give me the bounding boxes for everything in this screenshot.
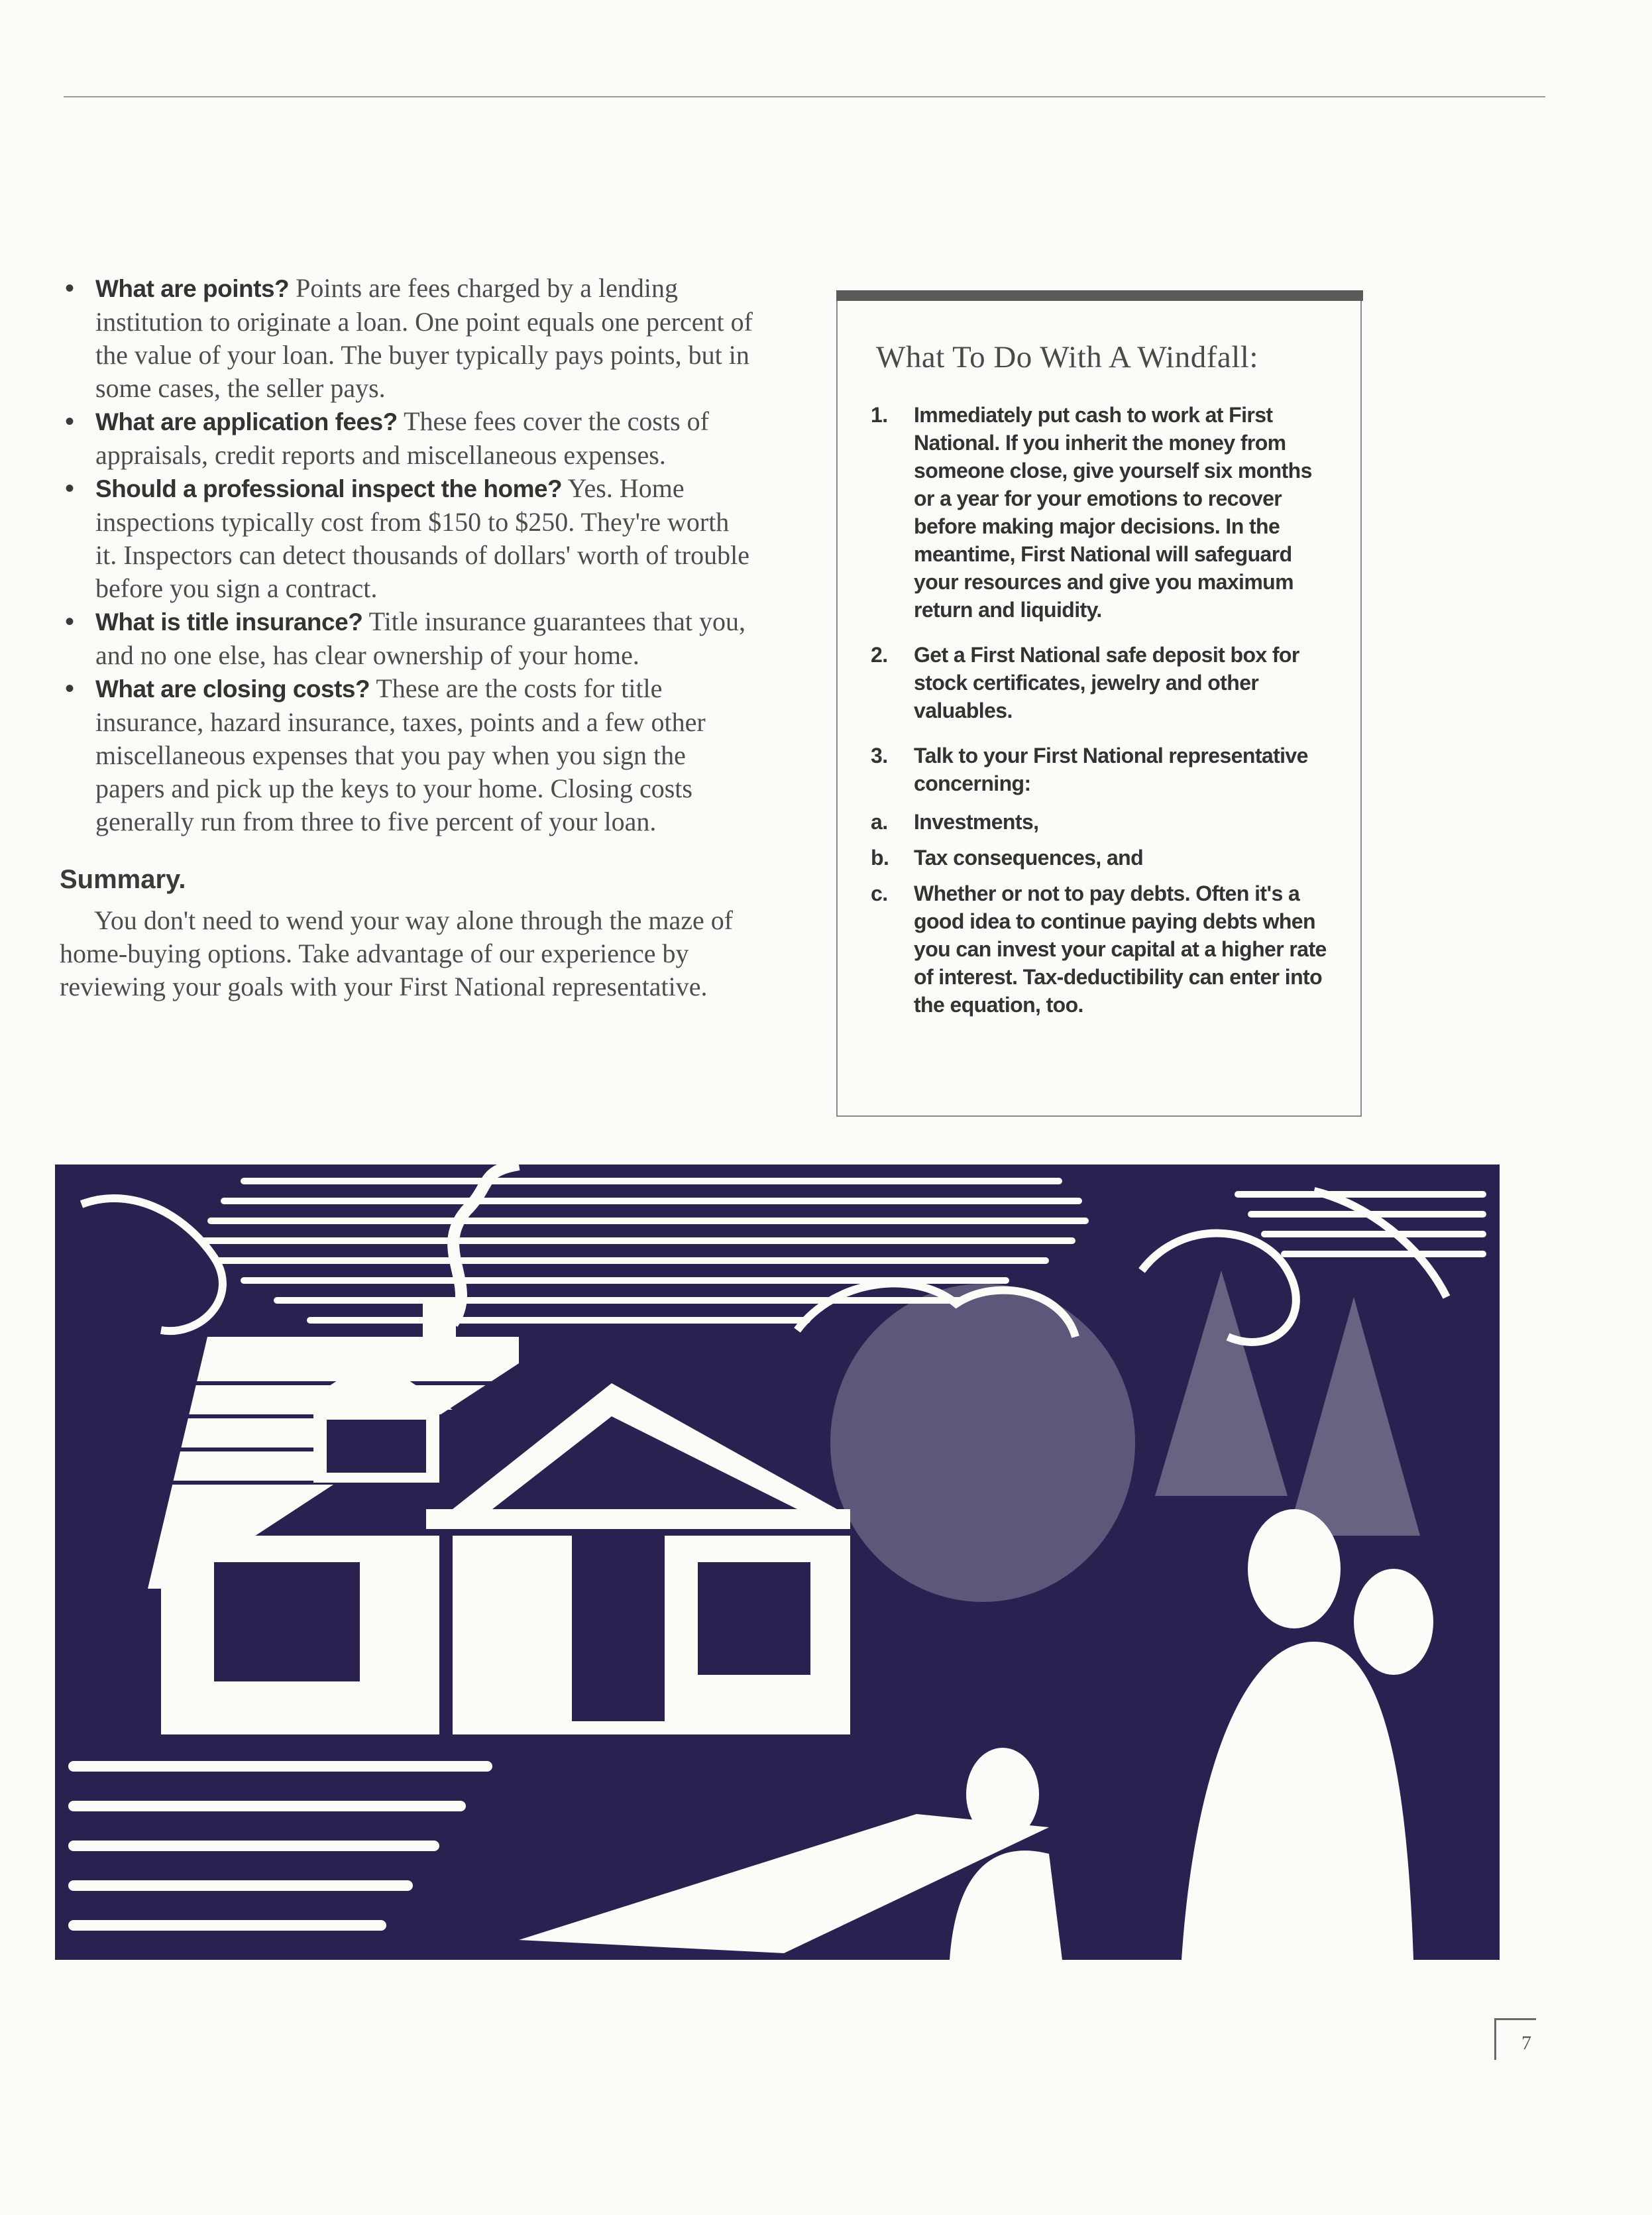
windfall-subitem [871,880,1335,1019]
faq-item [60,605,755,672]
faq-item [60,405,755,472]
item-marker: b. [871,846,889,870]
bullet-icon: • [65,474,75,503]
left-column [60,272,755,1003]
faq-question: What are points? [95,275,290,302]
faq-answer: These fees cover the costs of appraisals, credit reports and miscellaneous expenses. [95,406,709,470]
faq-answer: Points are fees charged by a lending institution to originate a loan. One point equals one percent of the value of your loan. The buyer typically pays points, but in some cases, the seller pays. [95,273,753,403]
windfall-item [871,401,1335,624]
bullet-icon: • [65,607,75,636]
windfall-subitem [871,808,1335,836]
sidebar-title: What To Do With A Windfall: [876,340,1258,374]
woodcut-house-illustration [55,1164,1500,1960]
windfall-sidebar [836,292,1362,1117]
faq-item [60,672,755,838]
faq-question: What is title insurance? [95,608,363,636]
item-text: Immediately put cash to work at First National. If you inherit the money from someone close, give yourself six months or a year for your emotions to recover before making major decisions. In the meantime, First National will safeguard your resources and give you maximum return and liquidity. [914,403,1312,622]
item-marker: c. [871,881,888,905]
item-text: Get a First National safe deposit box for stock certificates, jewelry and other valuables. [914,643,1299,722]
bullet-icon: • [65,674,75,703]
sidebar-top-bar [836,290,1363,301]
faq-answer: Yes. Home inspections typically cost from $150 to $250. They're worth it. Inspectors can detect thousands of dollars' worth of trouble before you sign a contract. [95,473,749,603]
windfall-item [871,641,1335,724]
top-rule [64,96,1545,97]
item-marker: a. [871,810,888,834]
faq-answer: These are the costs for title insurance, hazard insurance, taxes, points and a few other miscellaneous expenses that you pay when you sign the papers and pick up the keys to your home. Closing costs generally run from three to five percent of your loan. [95,673,706,836]
item-text: Talk to your First National representative concerning: [914,744,1308,795]
windfall-subitem [871,844,1335,872]
item-marker: 1. [871,403,888,427]
faq-list [60,272,755,838]
summary-heading: Summary. [60,865,186,894]
faq-item [60,472,755,605]
windfall-item [871,742,1335,797]
item-marker: 2. [871,643,888,667]
faq-question: What are application fees? [95,408,398,435]
faq-question: Should a professional inspect the home? [95,475,563,502]
summary-paragraph: You don't need to wend your way alone through the maze of home-buying options. Take advantage of our experience by reviewing your goals with your First National representative. [60,905,734,1001]
item-text: Tax consequences, and [914,846,1144,870]
item-marker: 3. [871,744,888,767]
faq-answer: Title insurance guarantees that you, and no one else, has clear ownership of your home. [95,606,745,670]
faq-item [60,272,755,405]
item-text: Investments, [914,810,1039,834]
page-number: 7 [1521,2032,1531,2054]
item-text: Whether or not to pay debts. Often it's a good idea to continue paying debts when you can invest your capital at a higher rate of interest. Tax-deductibility can enter into the equation, too. [914,881,1327,1017]
faq-question: What are closing costs? [95,675,370,703]
windfall-list [871,401,1335,1027]
bullet-icon: • [65,407,75,436]
bullet-icon: • [65,274,75,303]
